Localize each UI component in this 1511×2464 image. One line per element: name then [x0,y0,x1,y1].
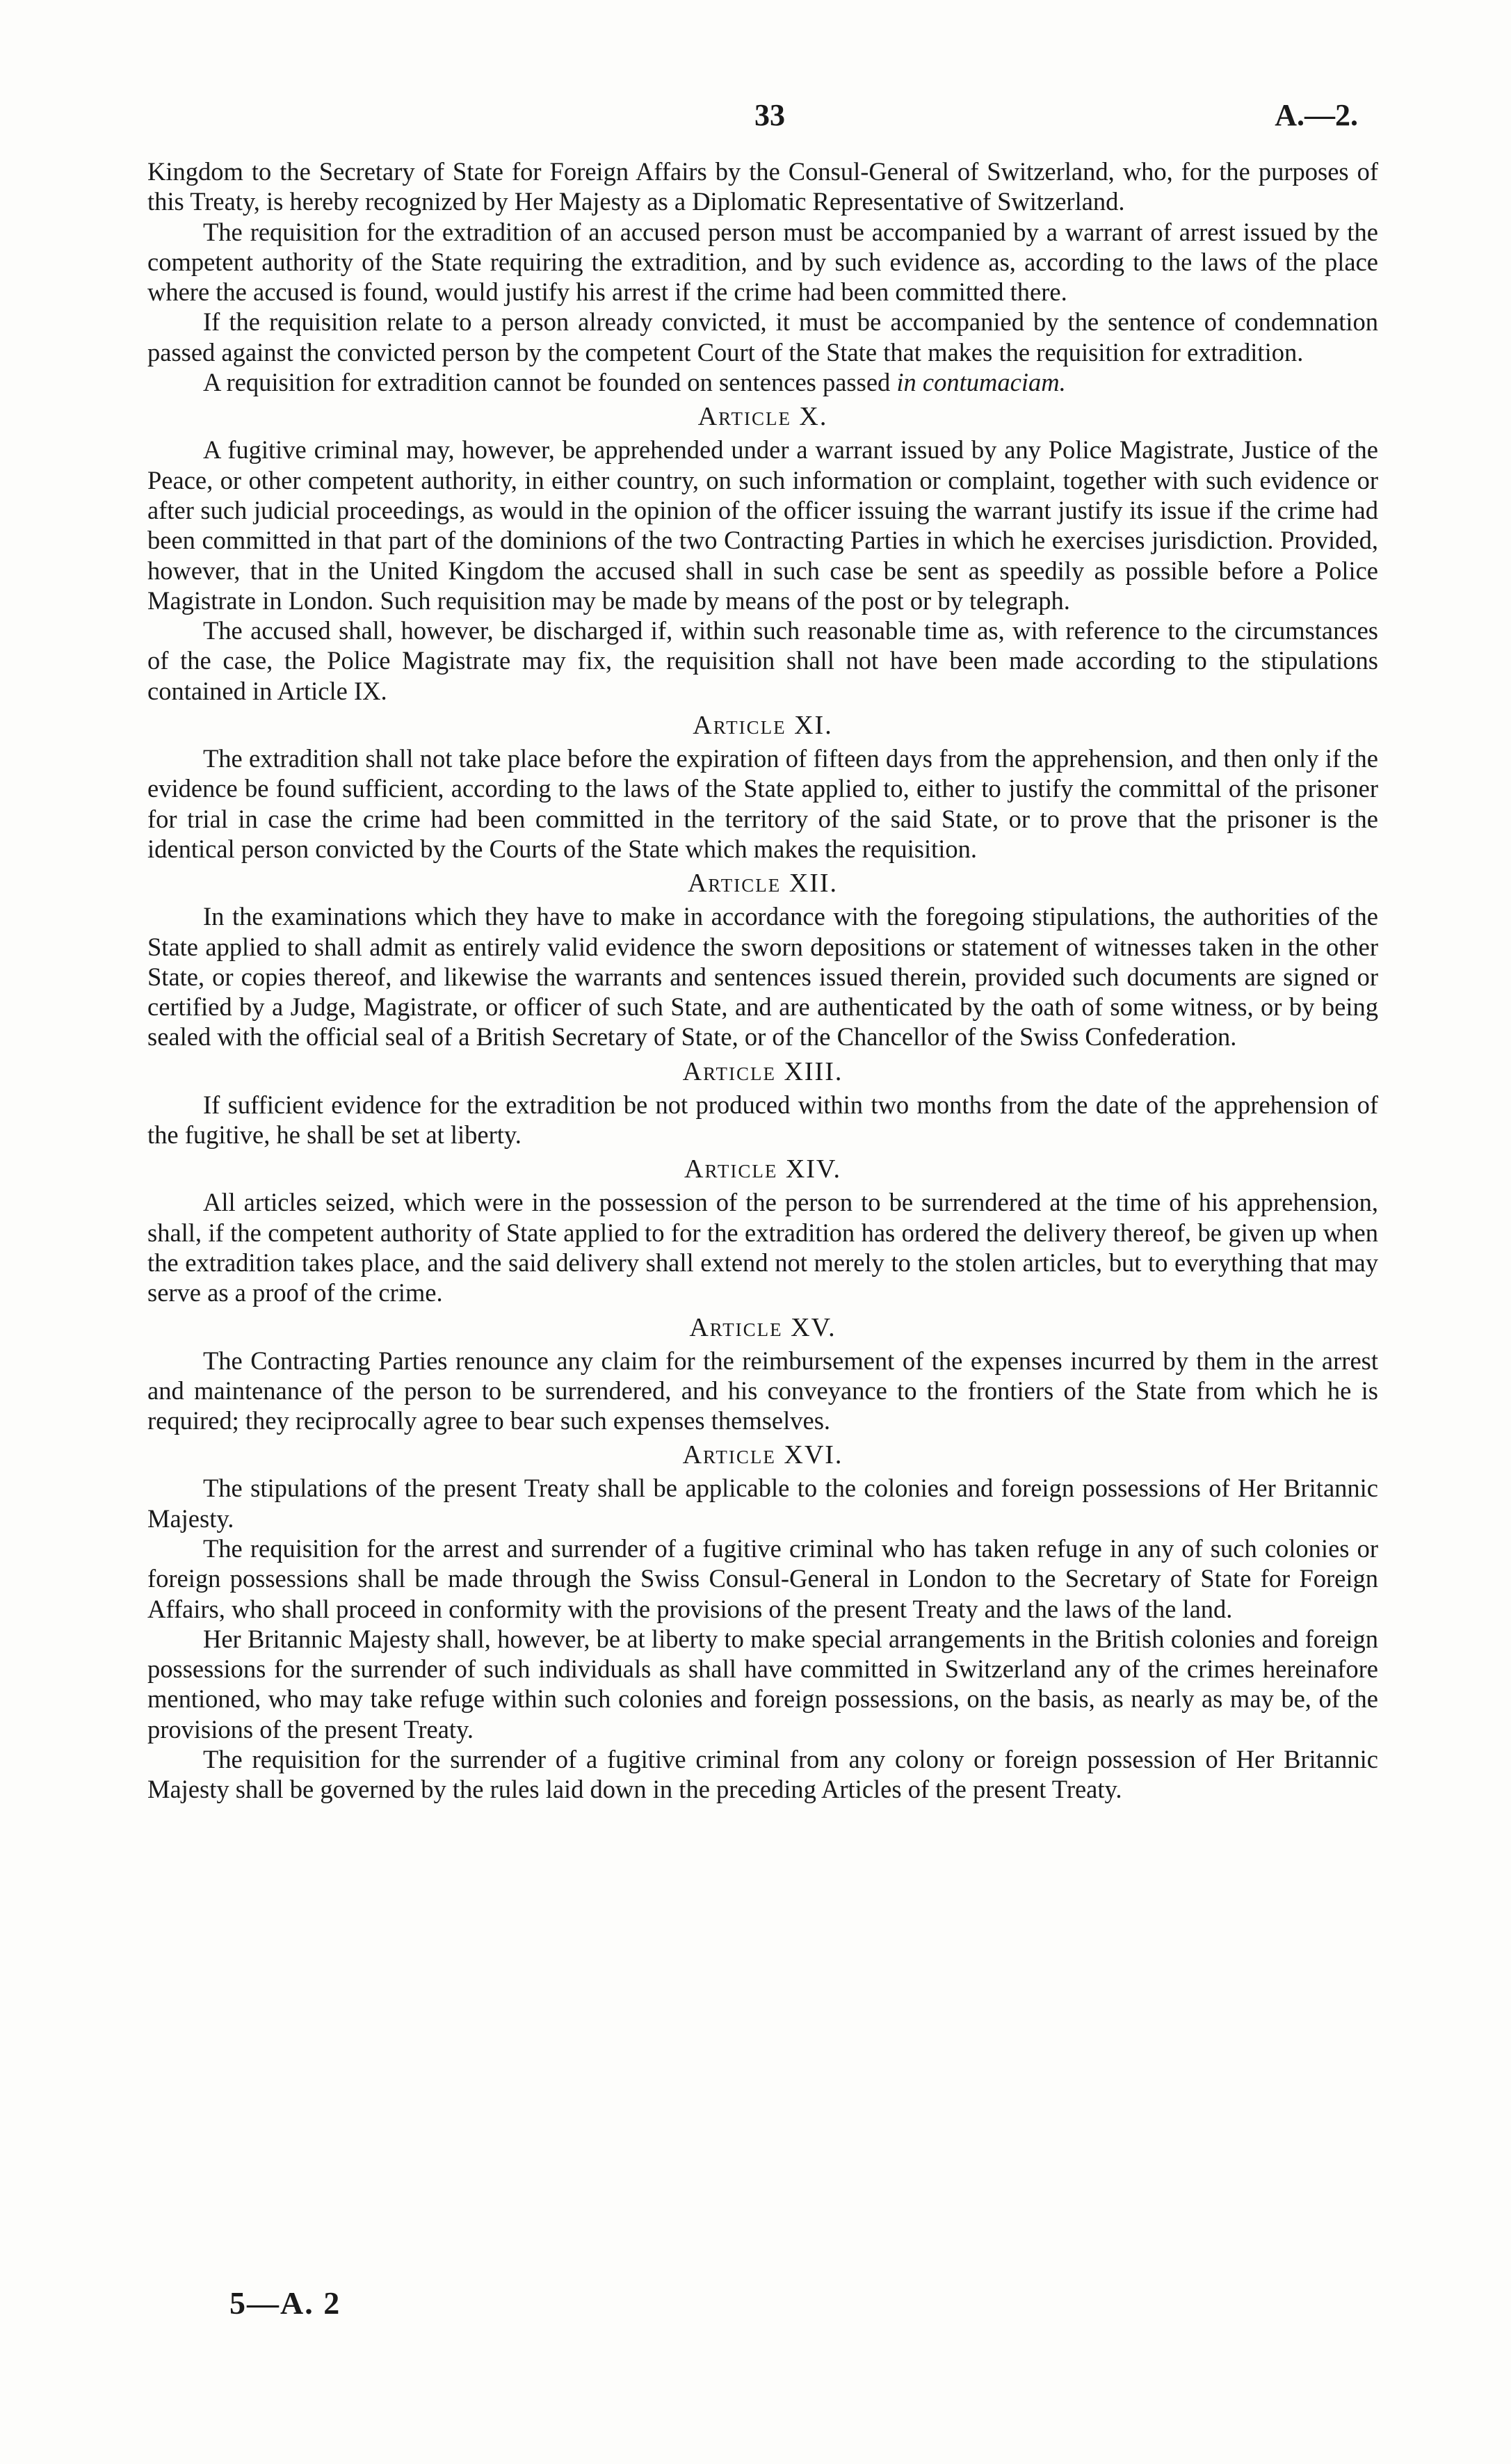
article-xv [147,1312,1378,1436]
contumaciam-italic: in contumaciam. [896,368,1066,397]
article-heading: Article XI. [693,711,833,741]
article-paragraph: The stipulations of the present Treaty shall be applicable to the colonies and foreign possessions of Her Britannic Majesty. [147,1474,1378,1533]
contumaciam-paragraph [147,367,1378,397]
contumaciam-text: A requisition for extradition cannot be founded on sentences passed [203,368,897,397]
article-paragraph: Her Britannic Majesty shall, however, be at liberty to make special arrangements in the British colonies and foreign possessions for the surrender of such individuals as shall have committed in Switzerland any of the crimes hereinafore mentioned, who may take refuge within such colonies and foreign possessions, on the basis, as nearly as may be, of the provisions of the present Treaty. [147,1624,1378,1744]
article-xiii [147,1056,1378,1150]
article-paragraph: The accused shall, however, be discharged if, within such reasonable time as, with reference to the circumstances of the case, the Police Magistrate may fix, the requisition shall not have been made according to the stipulations contained in Article IX. [147,616,1378,705]
article-x [147,401,1378,706]
article-paragraph: The requisition for the arrest and surrender of a fugitive criminal who has taken refuge in any of such colonies or foreign possessions shall be made through the Swiss Consul-General in London to the Secretary of State for Foreign Affairs, who shall proceed in conformity with the provisions of the present Treaty and the laws of the land. [147,1533,1378,1623]
opening-paragraph: Kingdom to the Secretary of State for Foreign Affairs by the Consul-General of Switzerland, who, for the purposes of this Treaty, is hereby recognized by Her Majesty as a Diplomatic Representative of Switzerland. [147,157,1378,216]
article-heading: Article XII. [687,869,839,899]
article-paragraph: All articles seized, which were in the possession of the person to be surrendered at the time of his apprehension, shall, if the competent authority of State applied to for the extradition has ordered the delivery thereof, be given up when the extradition takes place, and the said delivery shall extend not merely to the stolen articles, but to everything that may serve as a proof of the crime. [147,1188,1378,1307]
page-number: 33 [754,98,785,132]
article-xvi [147,1440,1378,1804]
article-heading: Article XIII. [682,1056,843,1086]
page-header [0,97,1511,139]
body-paragraph: If the requisition relate to a person already convicted, it must be accompanied by the sentence of condemnation passed against the convicted person by the competent Court of the State that makes the requisition for extradition. [147,307,1378,367]
article-heading: Article XV. [689,1312,837,1342]
article-paragraph: The requisition for the surrender of a fugitive criminal from any colony or foreign possession of Her Britannic Majesty shall be governed by the rules laid down in the preceding Articles of the present Treaty. [147,1745,1378,1804]
article-xi [147,710,1378,864]
article-xiv [147,1154,1378,1307]
article-xii [147,868,1378,1052]
article-paragraph: In the examinations which they have to make in accordance with the foregoing stipulations, the authorities of the State applied to shall admit as entirely valid evidence the sworn depositions or statement of witnesses taken in the other State, or copies thereof, and likewise the warrants and sentences issued therein, provided such documents are signed or certified by a Judge, Magistrate, or officer of such State, and are authenticated by the oath of some witness, or by being sealed with the official seal of a British Secretary of State, or of the Chancellor of the Swiss Confederation. [147,902,1378,1052]
body-paragraph: The requisition for the extradition of an accused person must be accompanied by a warrant of arrest issued by the competent authority of the State requiring the extradition, and by such evidence as, according to the laws of the place where the accused is found, would justify his arrest if the crime had been committed there. [147,217,1378,307]
document-reference: A.—2. [1275,98,1358,132]
signature-mark: 5—A. 2 [229,2285,341,2321]
article-heading: Article XIV. [684,1154,841,1184]
article-heading: Article XVI. [682,1440,843,1470]
article-paragraph: The extradition shall not take place before the expiration of fifteen days from the apprehension, and then only if the evidence be found sufficient, according to the laws of the State applied to, either to justify the committal of the prisoner for trial in case the crime had been committed in the territory of the said State, or to prove that the prisoner is the identical person convicted by the Courts of the State which makes the requisition. [147,744,1378,863]
article-paragraph: The Contracting Parties renounce any claim for the reimbursement of the expenses incurred by them in the arrest and maintenance of the person to be surrendered, and his conveyance to the frontiers of the State from which he is required; they reciprocally agree to bear such expenses themselves. [147,1346,1378,1435]
article-paragraph: A fugitive criminal may, however, be apprehended under a warrant issued by any Police Magistrate, Justice of the Peace, or other competent authority, in either country, on such information or complaint, together with such evidence or after such judicial proceedings, as would in the opinion of the officer issuing the warrant justify its issue if the crime had been committed in that part of the dominions of the two Contracting Parties in which he exercises jurisdiction. Provided, however, that in the United Kingdom the accused shall in such case be sent as speedily as possible before a Police Magistrate in London. Such requisition may be made by means of the post or by telegraph. [147,435,1378,615]
document-body [147,156,1378,1805]
article-paragraph: If sufficient evidence for the extradition be not produced within two months from the date of the apprehension of the fugitive, he shall be set at liberty. [147,1090,1378,1150]
article-heading: Article X. [697,402,828,432]
